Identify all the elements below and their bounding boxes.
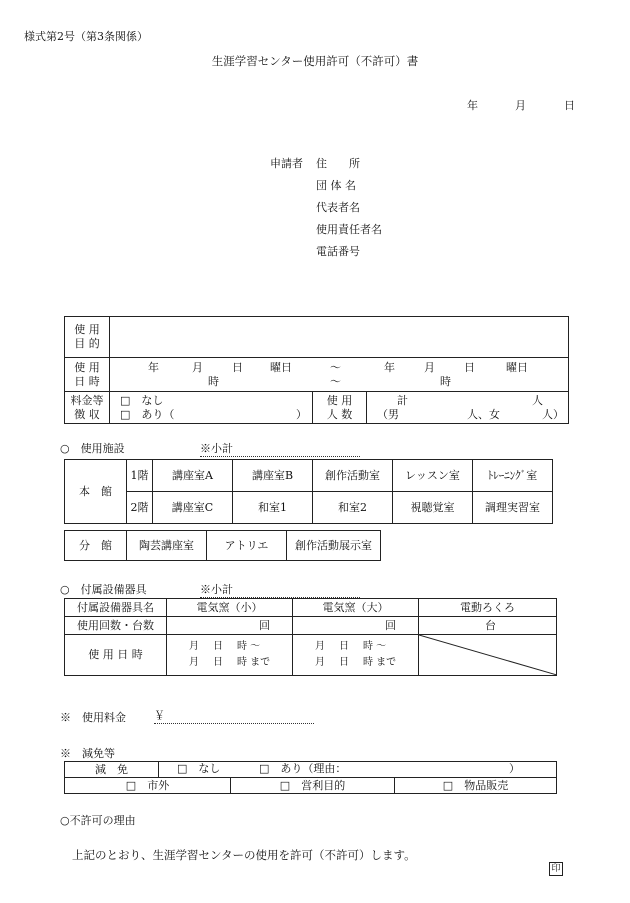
date-year: 年 [467,99,478,112]
form-number: 様式第2号（第3条関係） [24,30,148,43]
purpose-label-line1: 使 用 [74,323,100,336]
reduction-none-checkbox[interactable]: □ なし [177,762,221,775]
equipment-count-label: 使用回数・台数 [65,617,167,635]
equipment-subtotal: ※小計 [200,581,360,598]
dt-end-hour: 時 [440,374,451,388]
equipment-datetime-label: 使 用 日 時 [65,635,167,676]
reduction-yes-close: ） [509,762,520,775]
count-female-unit: 人） [542,407,564,421]
dt-end-month: 月 [424,360,435,374]
room-cooking[interactable]: 調理実習室 [473,492,553,524]
reduction-label: 減 免 [65,762,159,778]
room-exhibition[interactable]: 創作活動展示室 [287,531,381,561]
equipment-wheel-datetime-na [419,635,557,676]
annex-table [64,530,381,561]
fee-label-line1: 料金等 [70,393,104,407]
datetime-label-cell [65,358,110,392]
fee-yes-checkbox[interactable]: □ あり（ [120,407,175,421]
count-label-line2: 人 数 [326,407,353,421]
reduction-option-outside-city[interactable]: □ 市外 [65,778,231,794]
datetime-label-line1: 使 用 [74,360,100,374]
count-label-line1: 使 用 [326,393,353,407]
applicant-phone-label: 電話番号 [316,245,360,258]
reduction-option-commercial[interactable]: □ 営利目的 [231,778,395,794]
count-male-label: （男 [377,407,399,421]
equipment-kiln-small[interactable]: 電気窯（小） [167,599,293,617]
seal-mark: 印 [549,862,563,876]
main-building-table [64,459,553,524]
applicant-group-label: 団 体 名 [316,179,356,192]
page-title: 生涯学習センター使用許可（不許可）書 [211,54,419,68]
applicant-manager-label: 使用責任者名 [316,223,382,236]
reduction-yes-checkbox[interactable]: □ あり（理由： [259,762,347,775]
dt-start-weekday: 曜日 [270,360,292,374]
room-lecture-c[interactable]: 講座室C [153,492,233,524]
purpose-input[interactable] [110,317,569,358]
dt-time-sep: ～ [330,374,341,388]
annex-label: 分 館 [65,531,127,561]
equipment-kiln-large[interactable]: 電気窯（大） [293,599,419,617]
fee-none-checkbox[interactable]: □ なし [120,393,164,407]
date-day: 日 [564,99,575,112]
equipment-kiln-small-datetime[interactable]: 月 日 時 ～ 月 日 時 まで [167,635,293,676]
approval-statement: 上記のとおり、生涯学習センターの使用を許可（不許可）します。 [72,848,416,862]
equipment-wheel[interactable]: 電動ろくろ [419,599,557,617]
datetime-input[interactable] [110,358,569,392]
applicant-label: 申請者 [270,157,303,170]
equipment-kiln-small-count[interactable]: 回 [167,617,293,635]
dt-end-weekday: 曜日 [506,360,528,374]
count-label-cell [313,392,367,424]
main-building-label: 本 館 [65,460,127,524]
equipment-kiln-large-count[interactable]: 回 [293,617,419,635]
equipment-kiln-large-datetime[interactable]: 月 日 時 ～ 月 日 時 まで [293,635,419,676]
fee-label-cell [65,392,110,424]
facilities-heading: ○ 使用施設 [60,442,125,455]
room-lecture-b[interactable]: 講座室B [233,460,313,492]
count-total-label: 計 [397,393,408,407]
count-total-unit: 人 [532,393,543,407]
room-creative[interactable]: 創作活動室 [313,460,393,492]
applicant-address-label: 住 所 [316,157,360,170]
datetime-label-line2: 日 時 [74,374,100,388]
fee-options-cell [110,392,313,424]
room-lesson[interactable]: レッスン室 [393,460,473,492]
dt-end-day: 日 [464,360,475,374]
reduction-options-cell [159,762,557,778]
room-washitsu-1[interactable]: 和室1 [233,492,313,524]
reduction-option-sales[interactable]: □ 物品販売 [395,778,557,794]
purpose-label-line2: 目 的 [74,337,100,350]
floor2-label: 2階 [127,492,153,524]
fee-label: ※ 使用料金 [60,711,126,724]
fee-yes-close: ） [296,407,307,421]
room-audiovisual[interactable]: 視聴覚室 [393,492,473,524]
dt-end-year: 年 [384,360,395,374]
fee-label-line2: 徴 収 [74,407,100,421]
count-female-label: 人、女 [467,407,500,421]
room-lecture-a[interactable]: 講座室A [153,460,233,492]
date-month: 月 [515,99,526,112]
applicant-representative-label: 代表者名 [316,201,360,214]
equipment-table [64,598,557,676]
purpose-label-cell [65,317,110,358]
diagonal-line [419,635,557,675]
equipment-wheel-count[interactable]: 台 [419,617,557,635]
reduction-heading: ※ 減免等 [60,747,115,760]
count-input-cell[interactable] [367,392,569,424]
usage-table [64,316,569,424]
room-training[interactable]: ﾄﾚｰﾆﾝｸﾞ室 [473,460,553,492]
room-ceramics[interactable]: 陶芸講座室 [127,531,207,561]
dt-start-year: 年 [148,360,159,374]
floor1-label: 1階 [127,460,153,492]
dt-start-hour: 時 [208,374,219,388]
room-atelier[interactable]: アトリエ [207,531,287,561]
fee-input[interactable]: ￥ [154,707,314,724]
dt-range-sep: ～ [330,360,341,374]
equipment-heading: ○ 付属設備器具 [60,583,147,596]
room-washitsu-2[interactable]: 和室2 [313,492,393,524]
equipment-name-label: 付属設備器具名 [65,599,167,617]
refusal-reason-label: ○不許可の理由 [60,814,136,827]
dt-start-day: 日 [232,360,243,374]
reduction-table [64,761,557,794]
dt-start-month: 月 [192,360,203,374]
facilities-subtotal: ※小計 [200,440,360,457]
